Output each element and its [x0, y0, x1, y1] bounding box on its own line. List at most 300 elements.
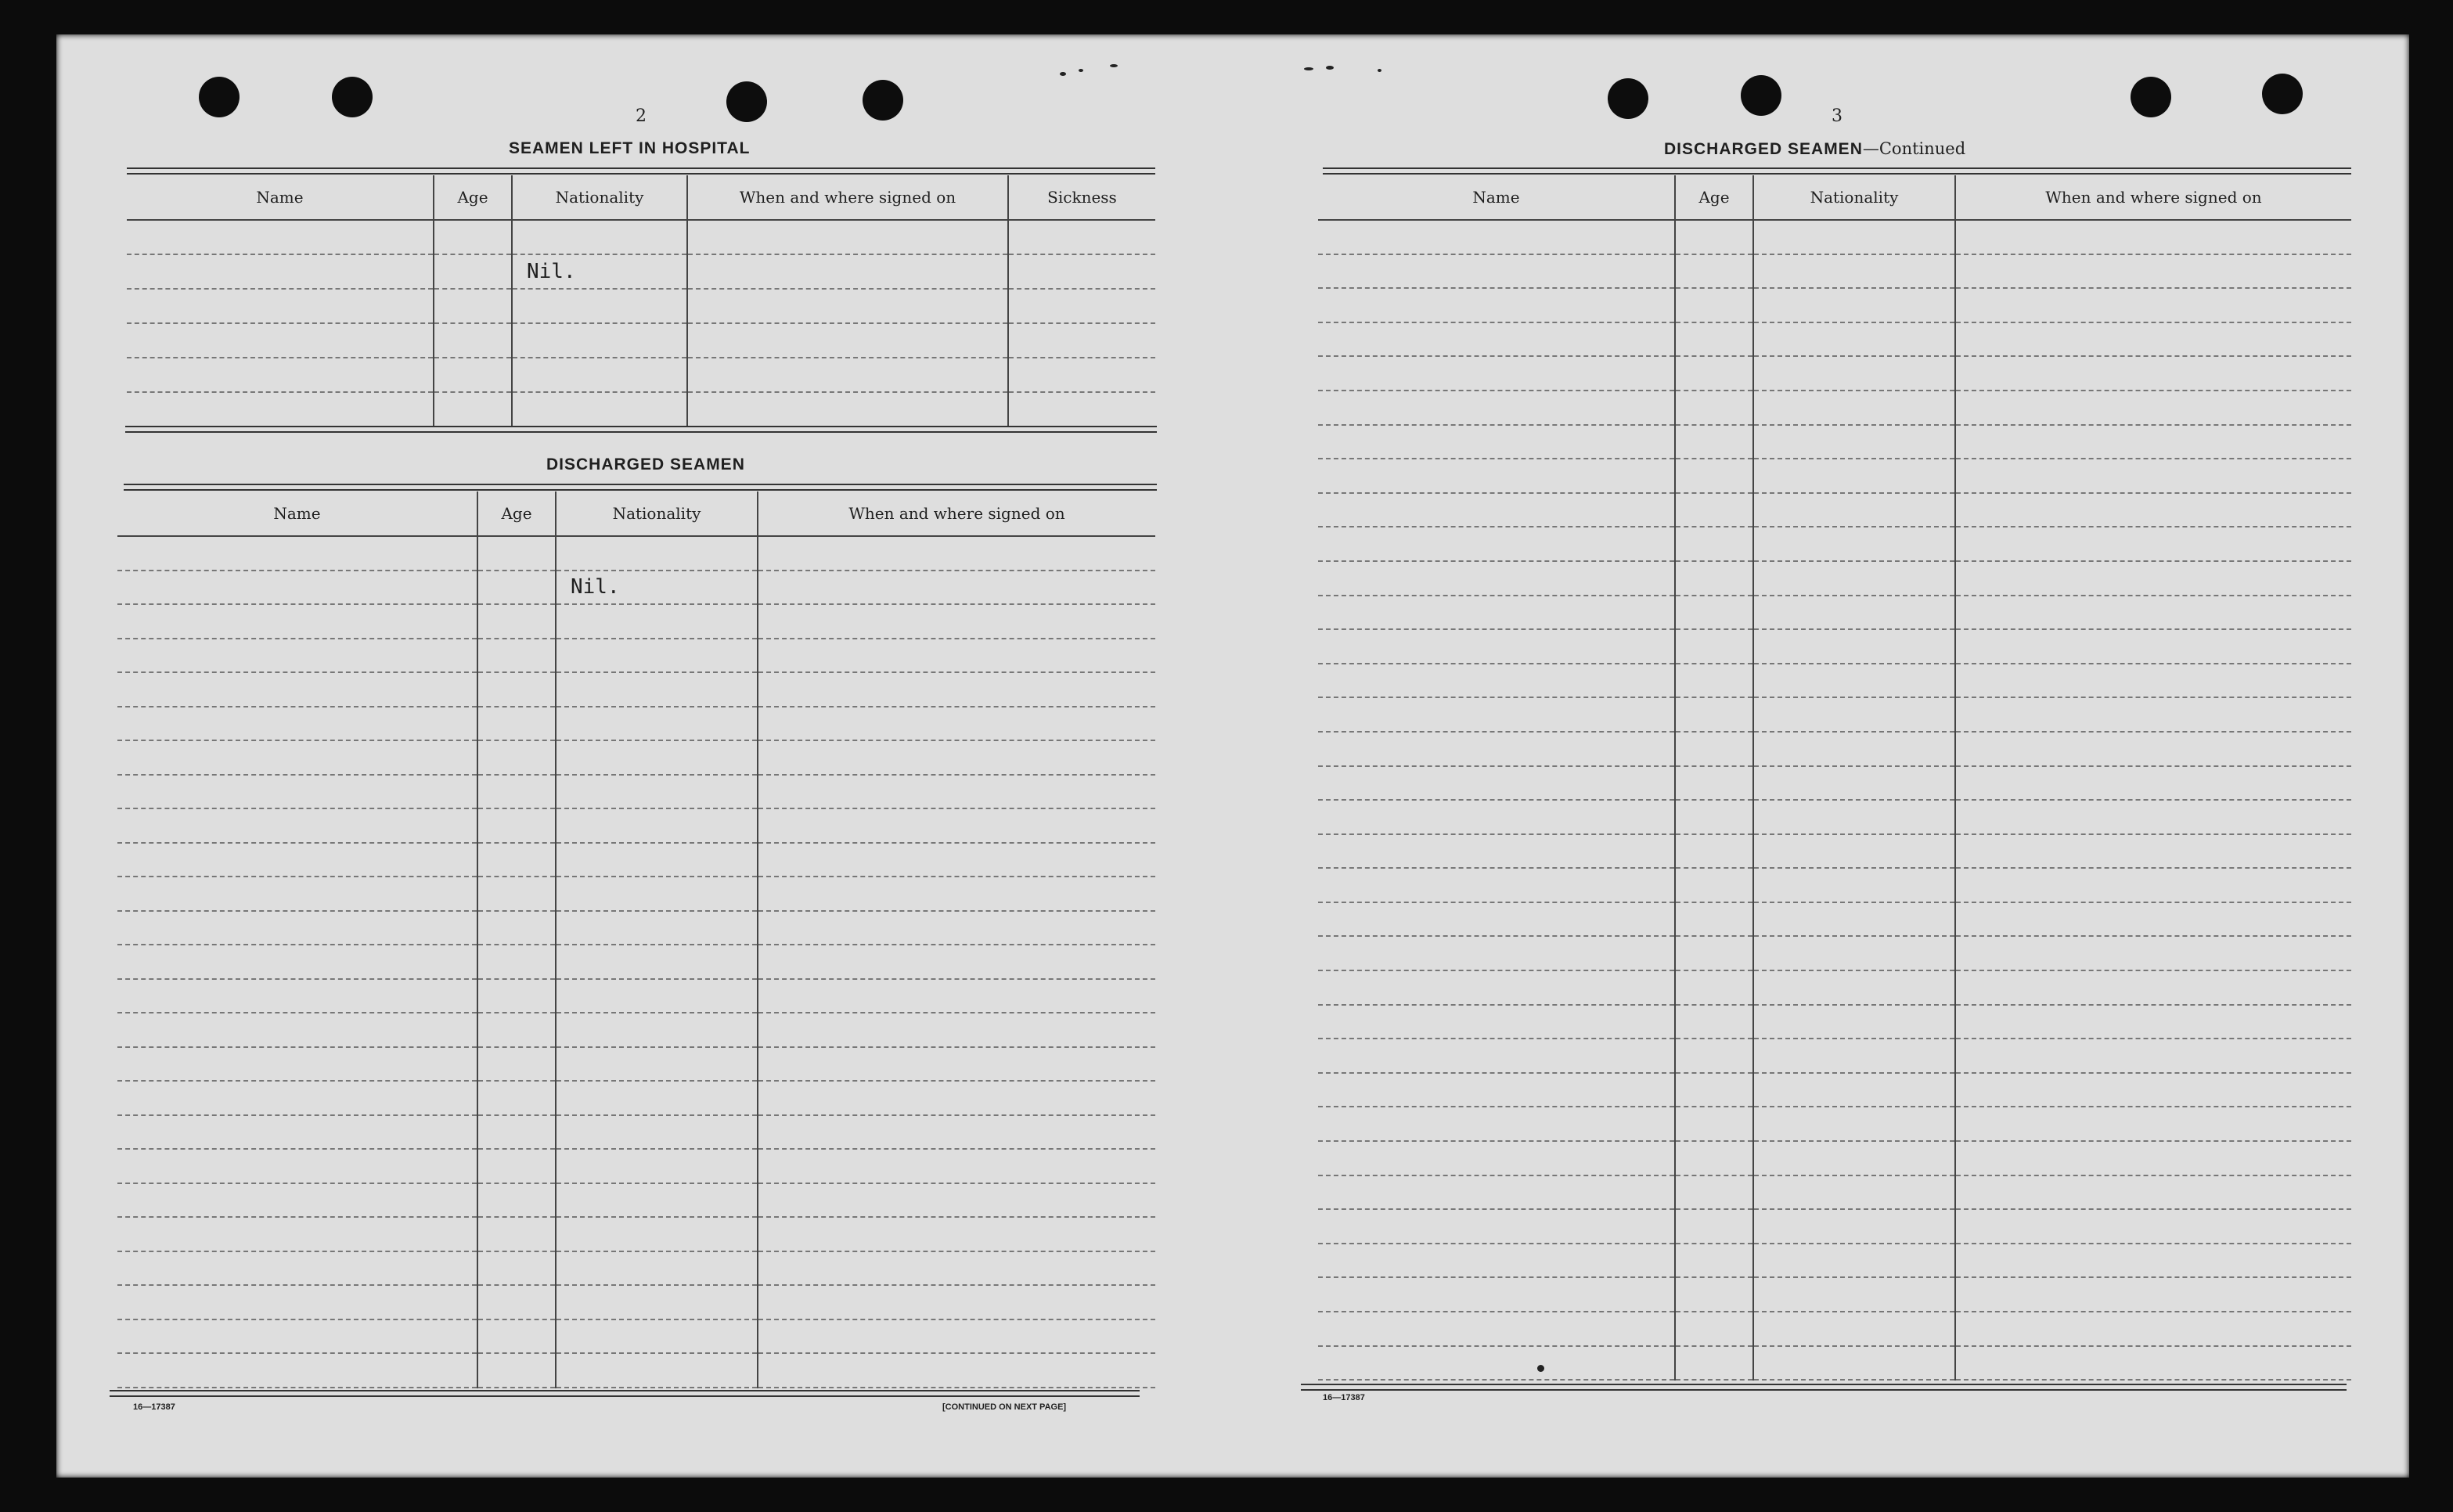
table-cell — [1753, 425, 1955, 459]
table-cell — [434, 220, 512, 254]
table-cell — [758, 604, 1155, 639]
table-cell — [556, 1013, 758, 1047]
table-row — [117, 1013, 1155, 1047]
table-cell — [1955, 1277, 2351, 1312]
table-row — [127, 392, 1155, 427]
table-cell — [556, 707, 758, 741]
table-cell — [1753, 732, 1955, 766]
table-cell — [1955, 629, 2351, 664]
column-header: Sickness — [1008, 175, 1155, 220]
table-cell — [687, 254, 1008, 289]
table-cell — [1955, 254, 2351, 289]
table-cell — [477, 1285, 556, 1319]
table-cell — [1955, 596, 2351, 630]
ink-smudge — [1060, 72, 1066, 76]
table-cell — [117, 1013, 477, 1047]
table-cell — [117, 740, 477, 775]
table-cell — [758, 1251, 1155, 1286]
table-cell — [1318, 664, 1675, 698]
table-cell — [512, 289, 687, 323]
table-cell — [434, 323, 512, 358]
table-cell — [127, 254, 434, 289]
table-cell — [477, 740, 556, 775]
table-row — [1318, 1005, 2351, 1039]
table-cell — [477, 536, 556, 571]
table-cell — [1675, 1312, 1753, 1346]
ink-smudge — [1304, 67, 1313, 70]
table-cell — [1753, 322, 1955, 357]
table-cell — [1955, 936, 2351, 970]
discharged-section-title: DISCHARGED SEAMEN — [546, 455, 745, 473]
table-cell — [1675, 766, 1753, 801]
table-cell — [117, 639, 477, 673]
table-cell — [477, 1319, 556, 1354]
table-row — [1318, 288, 2351, 322]
table-cell — [1675, 596, 1753, 630]
table-row — [1318, 1175, 2351, 1210]
punch-hole — [2131, 77, 2171, 117]
table-cell — [1753, 561, 1955, 596]
table-cell — [1318, 697, 1675, 732]
table-cell — [117, 1183, 477, 1218]
table-cell — [1675, 1209, 1753, 1244]
table-cell — [1675, 697, 1753, 732]
table-cell — [127, 392, 434, 427]
table-cell — [477, 911, 556, 945]
column-header: When and where signed on — [758, 491, 1155, 536]
table-cell — [1675, 356, 1753, 391]
table-row — [127, 289, 1155, 323]
table-cell — [477, 1047, 556, 1082]
page-number: 2 — [636, 106, 647, 126]
table-cell — [1955, 834, 2351, 869]
column-header: When and where signed on — [687, 175, 1008, 220]
table-cell — [1955, 1141, 2351, 1175]
table-cell — [477, 1115, 556, 1150]
rule — [110, 1390, 1140, 1397]
table-cell — [1753, 1141, 1955, 1175]
table-cell — [1955, 868, 2351, 902]
table-row — [117, 604, 1155, 639]
table-cell — [117, 775, 477, 809]
table-cell — [1675, 629, 1753, 664]
table-cell — [1675, 527, 1753, 561]
ink-smudge — [1110, 64, 1118, 67]
ink-smudge — [1079, 69, 1083, 72]
table-cell — [477, 639, 556, 673]
ink-smudge — [1326, 66, 1334, 70]
table-row — [117, 1149, 1155, 1183]
punch-hole — [863, 80, 903, 121]
table-cell — [117, 1353, 477, 1388]
table-cell — [1955, 493, 2351, 527]
table-cell — [1955, 732, 2351, 766]
table-row — [117, 740, 1155, 775]
table-cell — [1675, 1346, 1753, 1381]
table-row — [1318, 561, 2351, 596]
table-cell — [1675, 800, 1753, 834]
table-row — [1318, 902, 2351, 937]
hospital-table — [127, 175, 1155, 427]
table-cell — [1675, 1175, 1753, 1210]
table-cell — [1675, 322, 1753, 357]
table-cell — [1675, 1039, 1753, 1073]
table-row — [117, 1353, 1155, 1388]
table-cell — [556, 979, 758, 1013]
table-cell — [556, 604, 758, 639]
table-cell — [1955, 1175, 2351, 1210]
table-cell — [1675, 1073, 1753, 1107]
table-cell — [1675, 902, 1753, 937]
table-cell — [477, 979, 556, 1013]
table-row — [117, 536, 1155, 571]
table-cell — [117, 1115, 477, 1150]
table-cell — [1753, 1312, 1955, 1346]
table-cell — [477, 571, 556, 605]
table-cell — [1955, 459, 2351, 493]
table-row — [1318, 356, 2351, 391]
table-cell — [1318, 970, 1675, 1005]
table-cell — [117, 1149, 477, 1183]
table-cell — [477, 877, 556, 911]
table-cell — [1955, 1209, 2351, 1244]
table-cell — [1675, 664, 1753, 698]
table-row — [1318, 664, 2351, 698]
table-cell — [758, 911, 1155, 945]
rule — [125, 426, 1157, 433]
punch-hole — [199, 77, 240, 117]
nationality-entry: Nil. — [556, 571, 758, 605]
table-cell — [758, 1285, 1155, 1319]
rule — [127, 167, 1155, 175]
table-cell — [1753, 800, 1955, 834]
table-cell — [758, 707, 1155, 741]
table-cell — [556, 843, 758, 877]
table-cell — [512, 323, 687, 358]
table-cell — [758, 1217, 1155, 1251]
table-cell — [1753, 596, 1955, 630]
table-cell — [117, 571, 477, 605]
table-cell — [1753, 527, 1955, 561]
table-row — [1318, 425, 2351, 459]
table-cell — [1753, 868, 1955, 902]
table-cell — [1955, 766, 2351, 801]
table-cell — [1318, 800, 1675, 834]
table-cell — [1753, 356, 1955, 391]
table-cell — [1753, 766, 1955, 801]
table-cell — [556, 945, 758, 979]
table-cell — [556, 911, 758, 945]
table-cell — [758, 1319, 1155, 1354]
table-cell — [556, 877, 758, 911]
column-header: Nationality — [512, 175, 687, 220]
table-cell — [758, 639, 1155, 673]
table-row — [1318, 459, 2351, 493]
table-cell — [127, 220, 434, 254]
table-cell — [117, 1251, 477, 1286]
table-cell — [1955, 1073, 2351, 1107]
table-cell — [1318, 425, 1675, 459]
table-cell — [1318, 220, 1675, 254]
table-cell — [687, 220, 1008, 254]
table-cell — [758, 1013, 1155, 1047]
column-header: Name — [1318, 175, 1675, 220]
table-cell — [512, 392, 687, 427]
table-cell — [1318, 1039, 1675, 1073]
table-cell — [1955, 527, 2351, 561]
table-cell — [477, 1013, 556, 1047]
table-row — [1318, 970, 2351, 1005]
table-cell — [1008, 289, 1155, 323]
table-cell — [1955, 391, 2351, 425]
table-cell — [1753, 664, 1955, 698]
table-cell — [477, 1353, 556, 1388]
table-row — [1318, 697, 2351, 732]
table-cell — [1318, 1073, 1675, 1107]
table-cell — [117, 1319, 477, 1354]
table-row — [1318, 493, 2351, 527]
table-cell — [1318, 493, 1675, 527]
table-cell — [1318, 1244, 1675, 1278]
table-row — [1318, 391, 2351, 425]
table-cell — [1318, 834, 1675, 869]
table-cell — [127, 323, 434, 358]
table-cell — [434, 358, 512, 392]
table-cell — [1753, 1005, 1955, 1039]
table-cell — [1753, 254, 1955, 289]
table-cell — [556, 1047, 758, 1082]
table-cell — [1675, 391, 1753, 425]
table-cell — [758, 1115, 1155, 1150]
table-cell — [477, 1149, 556, 1183]
table-cell — [758, 536, 1155, 571]
table-cell — [1675, 732, 1753, 766]
table-cell — [512, 220, 687, 254]
table-row — [117, 911, 1155, 945]
table-cell — [117, 536, 477, 571]
table-cell — [556, 775, 758, 809]
table-cell — [556, 639, 758, 673]
table-cell — [117, 945, 477, 979]
column-header: Age — [477, 491, 556, 536]
table-cell — [117, 843, 477, 877]
table-cell — [556, 1217, 758, 1251]
table-cell — [758, 945, 1155, 979]
table-row — [1318, 1073, 2351, 1107]
table-cell — [758, 877, 1155, 911]
table-cell — [1675, 970, 1753, 1005]
table-row — [1318, 732, 2351, 766]
table-cell — [1955, 1005, 2351, 1039]
table-cell — [1008, 254, 1155, 289]
table-cell — [1318, 1277, 1675, 1312]
table-row — [117, 775, 1155, 809]
table-cell — [1318, 1141, 1675, 1175]
table-cell — [687, 358, 1008, 392]
table-row — [117, 843, 1155, 877]
table-cell — [1753, 1175, 1955, 1210]
table-cell — [1675, 1005, 1753, 1039]
table-cell — [758, 672, 1155, 707]
punch-hole — [726, 81, 767, 122]
table-cell — [1753, 1244, 1955, 1278]
table-cell — [1753, 629, 1955, 664]
table-row — [117, 1319, 1155, 1354]
table-cell — [477, 604, 556, 639]
table-cell — [1753, 288, 1955, 322]
table-cell — [1753, 1209, 1955, 1244]
table-cell — [117, 911, 477, 945]
table-cell — [556, 1081, 758, 1115]
section-title: DISCHARGED SEAMEN — [1664, 140, 1863, 158]
table-cell — [477, 843, 556, 877]
table-row — [117, 979, 1155, 1013]
table-row — [1318, 766, 2351, 801]
table-cell — [117, 877, 477, 911]
rule — [1301, 1384, 2347, 1391]
table-cell — [1753, 1039, 1955, 1073]
table-row — [1318, 1312, 2351, 1346]
table-row — [1318, 596, 2351, 630]
table-cell — [1008, 358, 1155, 392]
table-row — [1318, 868, 2351, 902]
table-cell — [477, 945, 556, 979]
discharged-continued-table — [1318, 175, 2351, 1381]
punch-hole — [332, 77, 373, 117]
column-header: Nationality — [556, 491, 758, 536]
table-row — [1318, 1346, 2351, 1381]
table-row — [117, 1183, 1155, 1218]
table-cell — [1753, 220, 1955, 254]
table-cell — [1955, 288, 2351, 322]
table-cell — [1318, 254, 1675, 289]
table-row — [117, 877, 1155, 911]
table-cell — [1318, 936, 1675, 970]
table-cell — [556, 1319, 758, 1354]
table-cell — [556, 1115, 758, 1150]
table-cell — [1955, 322, 2351, 357]
table-row — [117, 1115, 1155, 1150]
table-cell — [1955, 1312, 2351, 1346]
table-cell — [1318, 1107, 1675, 1141]
table-row — [127, 220, 1155, 254]
table-cell — [1753, 1277, 1955, 1312]
table-row — [1318, 629, 2351, 664]
form-code: 16—17387 — [1323, 1393, 1365, 1402]
table-cell — [1753, 936, 1955, 970]
table-row — [117, 1081, 1155, 1115]
table-cell — [117, 1285, 477, 1319]
table-cell — [127, 289, 434, 323]
table-row — [117, 1251, 1155, 1286]
table-cell — [556, 1285, 758, 1319]
table-cell — [477, 1183, 556, 1218]
table-cell — [1955, 220, 2351, 254]
table-cell — [117, 979, 477, 1013]
table-row — [1318, 1209, 2351, 1244]
table-cell — [1955, 1039, 2351, 1073]
table-cell — [1753, 902, 1955, 937]
table-row — [1318, 527, 2351, 561]
table-row — [127, 323, 1155, 358]
table-cell — [117, 1047, 477, 1082]
table-row — [117, 945, 1155, 979]
table-cell — [1675, 254, 1753, 289]
table-cell — [758, 1149, 1155, 1183]
table-cell — [477, 1217, 556, 1251]
table-cell — [556, 672, 758, 707]
table-cell — [1675, 868, 1753, 902]
table-cell — [1318, 561, 1675, 596]
table-cell — [127, 358, 434, 392]
table-row — [1318, 1039, 2351, 1073]
table-cell — [117, 604, 477, 639]
table-cell — [758, 808, 1155, 843]
table-row — [117, 1217, 1155, 1251]
table-cell — [1753, 834, 1955, 869]
table-cell — [556, 1149, 758, 1183]
table-row — [117, 1285, 1155, 1319]
column-header: Age — [1675, 175, 1753, 220]
table-cell — [758, 843, 1155, 877]
table-cell — [758, 1353, 1155, 1388]
table-cell — [1675, 1141, 1753, 1175]
table-cell — [477, 775, 556, 809]
table-cell — [1318, 459, 1675, 493]
table-cell — [1955, 425, 2351, 459]
table-cell — [1753, 391, 1955, 425]
table-cell — [1675, 1277, 1753, 1312]
table-cell — [117, 1217, 477, 1251]
table-cell — [1318, 288, 1675, 322]
table-cell — [1318, 732, 1675, 766]
table-cell — [556, 1251, 758, 1286]
table-cell — [1955, 356, 2351, 391]
table-row — [1318, 1107, 2351, 1141]
table-cell — [117, 1081, 477, 1115]
table-row — [1318, 254, 2351, 289]
table-cell — [1675, 425, 1753, 459]
table-cell — [758, 1183, 1155, 1218]
table-cell — [556, 808, 758, 843]
column-header: Age — [434, 175, 512, 220]
column-header: Name — [117, 491, 477, 536]
table-cell — [1955, 1107, 2351, 1141]
table-cell — [556, 1183, 758, 1218]
table-cell — [758, 979, 1155, 1013]
table-cell — [1318, 902, 1675, 937]
table-cell — [1955, 902, 2351, 937]
table-row — [1318, 936, 2351, 970]
table-cell — [1753, 1346, 1955, 1381]
punch-hole — [2262, 74, 2303, 114]
column-header: When and where signed on — [1955, 175, 2351, 220]
table-cell — [1753, 1107, 1955, 1141]
table-row — [127, 358, 1155, 392]
hospital-section-title: SEAMEN LEFT IN HOSPITAL — [509, 139, 751, 157]
table-cell — [117, 672, 477, 707]
table-row — [117, 571, 1155, 605]
table-cell — [1318, 1209, 1675, 1244]
table-cell — [477, 808, 556, 843]
section-title-suffix: —Continued — [1862, 139, 1966, 158]
table-row — [117, 808, 1155, 843]
table-cell — [1675, 561, 1753, 596]
table-row — [1318, 1141, 2351, 1175]
punch-hole — [1741, 75, 1781, 116]
table-cell — [1675, 1107, 1753, 1141]
table-cell — [1675, 459, 1753, 493]
